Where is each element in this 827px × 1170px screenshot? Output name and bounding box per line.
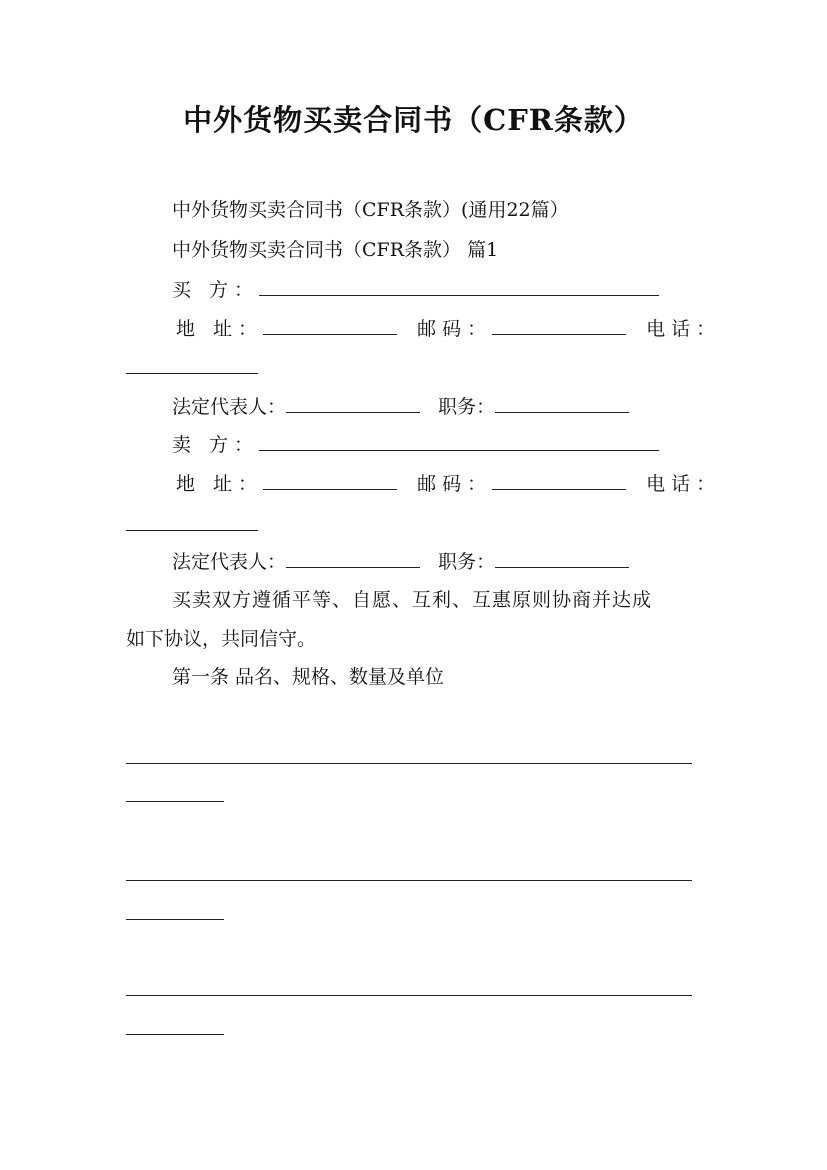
section-heading: 中外货物买卖合同书（CFR条款） 篇1 [172, 239, 499, 261]
seller-blank[interactable] [259, 432, 659, 451]
fill-line-2-tail[interactable] [126, 919, 224, 920]
seller-address-blank[interactable] [263, 471, 397, 490]
buyer-address-blank[interactable] [263, 316, 397, 335]
article-1-heading: 第一条 品名、规格、数量及单位 [172, 666, 445, 688]
seller-contact-row [176, 471, 721, 496]
seller-label: 卖 方： [172, 434, 260, 456]
seller-postcode-blank[interactable] [492, 471, 626, 490]
buyer-blank[interactable] [259, 277, 659, 296]
seller-rep-blank[interactable] [286, 549, 420, 568]
buyer-rep-blank[interactable] [286, 394, 420, 413]
buyer-postcode-label: 邮码： [417, 318, 493, 340]
fill-line-3-tail[interactable] [126, 1034, 224, 1035]
buyer-postcode-blank[interactable] [492, 316, 626, 335]
buyer-address-label: 地 址： [176, 318, 264, 340]
fill-line-3[interactable] [126, 995, 692, 996]
fill-line-1-tail[interactable] [126, 801, 224, 802]
fill-line-2[interactable] [126, 880, 692, 881]
document-subtitle: 中外货物买卖合同书（CFR条款）(通用22篇） [172, 199, 569, 221]
seller-rep-row [172, 549, 629, 574]
fill-line-1[interactable] [126, 763, 692, 764]
seller-phone-blank[interactable] [126, 530, 258, 531]
buyer-label: 买 方： [172, 279, 260, 301]
buyer-row [172, 277, 659, 302]
seller-rep-label: 法定代表人： [172, 551, 287, 573]
seller-row [172, 432, 659, 457]
buyer-contact-row [176, 316, 721, 341]
seller-phone-label: 电话： [646, 473, 722, 495]
buyer-rep-label: 法定代表人： [172, 396, 287, 418]
agreement-text-line1: 买卖双方遵循平等、自愿、互利、互惠原则协商并达成 [172, 589, 653, 611]
buyer-position-blank[interactable] [495, 394, 629, 413]
buyer-phone-blank[interactable] [126, 373, 258, 374]
seller-address-label: 地 址： [176, 473, 264, 495]
seller-position-label: 职务： [438, 551, 496, 573]
buyer-phone-label: 电话： [646, 318, 722, 340]
buyer-rep-row [172, 394, 629, 419]
seller-postcode-label: 邮码： [417, 473, 493, 495]
seller-position-blank[interactable] [495, 549, 629, 568]
agreement-text-line2: 如下协议，共同信守。 [126, 628, 317, 650]
buyer-position-label: 职务： [438, 396, 496, 418]
document-title: 中外货物买卖合同书（CFR条款） [183, 103, 644, 137]
